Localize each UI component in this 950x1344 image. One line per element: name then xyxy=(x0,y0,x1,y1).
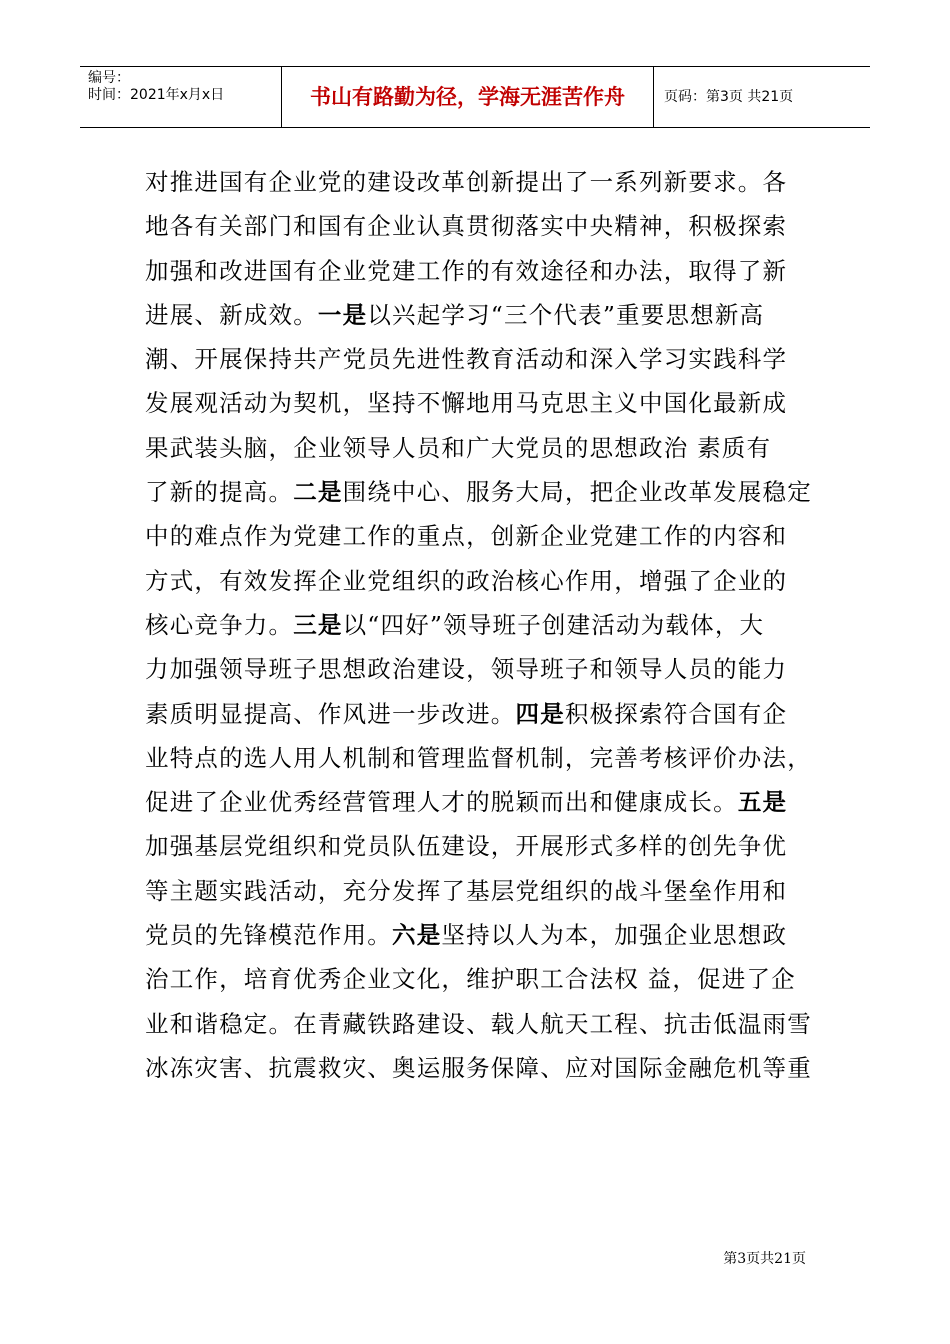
text-segment: 核心竞争力。 xyxy=(145,610,294,639)
text-line xyxy=(145,913,810,957)
text-line xyxy=(145,603,810,647)
text-line xyxy=(145,824,810,868)
text-segment: 加强基层党组织和党员队伍建设，开展形式多样的创先争优 xyxy=(145,832,788,861)
bold-heading: 三是 xyxy=(293,610,343,639)
text-line xyxy=(145,249,810,293)
text-segment: 进展、新成效。 xyxy=(145,300,318,329)
time-label: 时间：2021年x月x日 xyxy=(88,87,225,103)
text-segment: 治工作，培育优秀企业文化，维护职工合法权 益，促进了企 xyxy=(145,965,796,994)
body-text xyxy=(145,160,810,1090)
header-meta xyxy=(80,67,282,127)
text-segment: 业和谐稳定。在青藏铁路建设、载人航天工程、抗击低温雨雪 xyxy=(145,1009,812,1038)
text-segment: 党员的先锋模范作用。 xyxy=(145,921,392,950)
header-page-info: 页码：第3页 共21页 xyxy=(664,89,794,105)
text-segment: 加强和改进国有企业党建工作的有效途径和办法，取得了新 xyxy=(145,256,788,285)
text-line xyxy=(145,160,810,204)
text-segment: 冰冻灾害、抗震救灾、奥运服务保障、应对国际金融危机等重 xyxy=(145,1053,812,1082)
text-line xyxy=(145,736,810,780)
text-segment: 对推进国有企业党的建设改革创新提出了一系列新要求。各 xyxy=(145,168,788,196)
text-line xyxy=(145,381,810,425)
text-segment: 促进了企业优秀经营管理人才的脱颖而出和健康成长。 xyxy=(145,788,738,817)
text-line xyxy=(145,780,810,824)
bold-heading: 一是 xyxy=(317,300,368,329)
number-label: 编号： xyxy=(88,70,130,86)
text-line xyxy=(145,957,810,1001)
text-segment: 坚持以人为本，加强企业思想政 xyxy=(441,921,788,950)
header-motto: 书山有路勤为径，学海无涯苦作舟 xyxy=(282,67,654,127)
text-line xyxy=(145,426,810,470)
text-segment: 素质明显提高、作风进一步改进。 xyxy=(145,699,516,728)
text-segment: 以兴起学习“三个代表”重要思想新高 xyxy=(367,300,765,329)
bold-heading: 四是 xyxy=(515,699,565,728)
text-line xyxy=(145,514,810,558)
text-line xyxy=(145,869,810,913)
bold-heading: 五是 xyxy=(737,788,788,817)
text-line xyxy=(145,692,810,736)
text-segment: 果武装头脑，企业领导人员和广大党员的思想政治 素质有 xyxy=(145,433,772,462)
text-line xyxy=(145,559,810,603)
text-segment: 发展观活动为契机，坚持不懈地用马克思主义中国化最新成 xyxy=(145,389,788,418)
bold-heading: 二是 xyxy=(293,478,343,507)
text-segment: 潮、开展保持共产党员先进性教育活动和深入学习实践科学 xyxy=(145,345,788,374)
text-line xyxy=(145,1002,810,1046)
text-segment: 地各有关部门和国有企业认真贯彻落实中央精神，积极探索 xyxy=(145,212,788,241)
text-line xyxy=(145,293,810,337)
page-footer: 第3页共21页 xyxy=(723,1251,806,1267)
text-segment: 中的难点作为党建工作的重点，创新企业党建工作的内容和 xyxy=(145,522,788,551)
text-segment: 方式，有效发挥企业党组织的政治核心作用，增强了企业的 xyxy=(145,566,788,595)
text-segment: 了新的提高。 xyxy=(145,478,294,507)
text-line xyxy=(145,470,810,514)
text-line xyxy=(145,337,810,381)
text-segment: 积极探索符合国有企 xyxy=(564,699,788,728)
text-line xyxy=(145,647,810,691)
bold-heading: 六是 xyxy=(392,921,442,950)
text-segment: 以“四好”领导班子创建活动为载体，大 xyxy=(342,610,765,639)
text-segment: 围绕中心、服务大局，把企业改革发展稳定 xyxy=(342,478,812,507)
page-header xyxy=(80,66,870,128)
text-line xyxy=(145,204,810,248)
text-line xyxy=(145,1046,810,1090)
text-segment: 力加强领导班子思想政治建设，领导班子和领导人员的能力 xyxy=(145,655,788,684)
text-segment: 等主题实践活动，充分发挥了基层党组织的战斗堡垒作用和 xyxy=(145,876,788,905)
text-segment: 业特点的选人用人机制和管理监督机制，完善考核评价办法， xyxy=(145,743,812,772)
